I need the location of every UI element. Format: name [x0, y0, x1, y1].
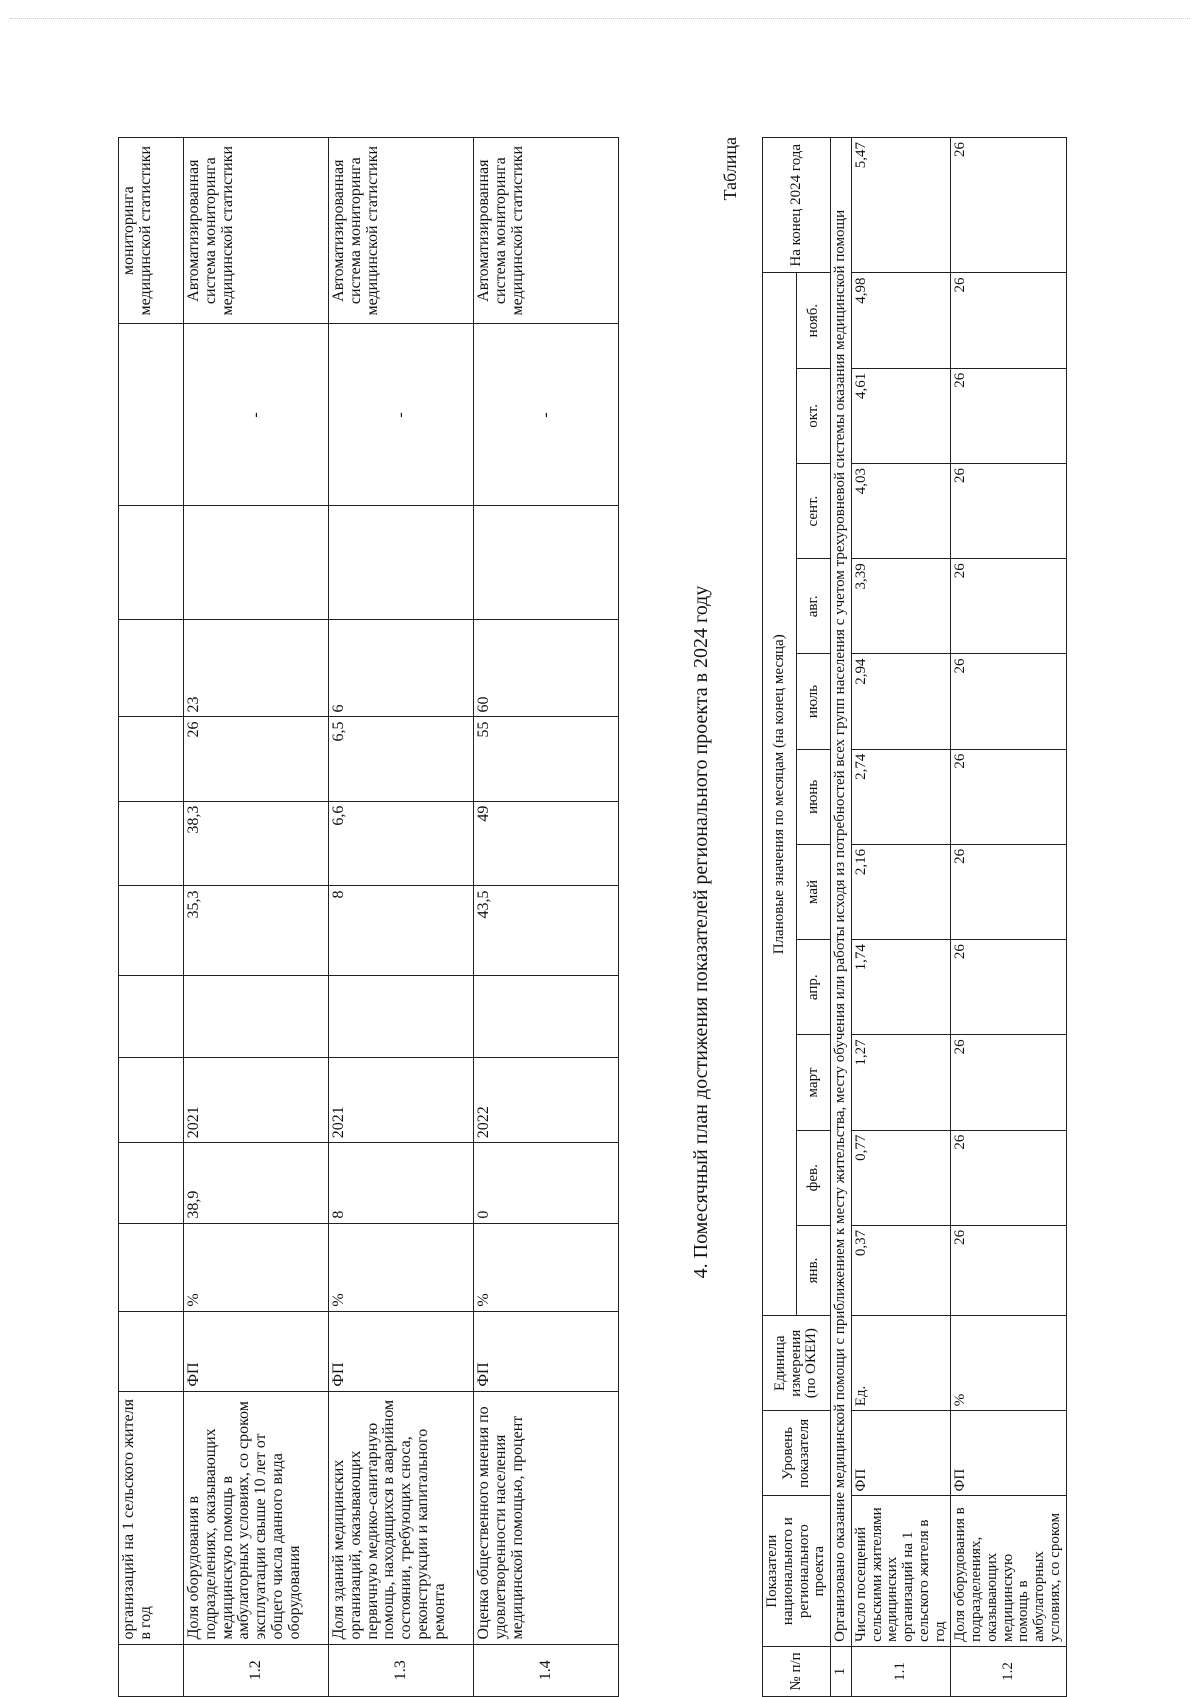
monthly-plan-table: [762, 137, 1067, 1697]
level-cell: ФП: [329, 1311, 474, 1391]
row-number: 1.4: [474, 1644, 619, 1696]
indicator-cell: Доля оборудования в подразделениях, оказывающих медицинскую помощь в амбулаторных условиях, со сроком эксплуатации свыше 10 лет от общего числа данного вида оборудования: [184, 1391, 329, 1644]
unit-cell: %: [329, 1223, 474, 1311]
col-header-month: нояб.: [797, 273, 831, 368]
row-number: 1.2: [951, 1646, 1066, 1696]
col-header-month: июль: [797, 654, 831, 749]
value-cell: [474, 506, 619, 620]
col-header-indicator: Показатели национального и регионального проекта: [763, 1496, 831, 1646]
value-cell: 60: [474, 620, 619, 717]
source-cell: Автоматизированная система мониторинга медицинской статистики: [329, 138, 474, 324]
col-header-unit: Единица измерения (по ОКЕИ): [763, 1316, 831, 1411]
year-end-value: 5,47: [851, 138, 951, 274]
table-row: [119, 138, 184, 1697]
table-row: [851, 138, 951, 1697]
unit-cell: %: [184, 1223, 329, 1311]
col-header-month: авг.: [797, 559, 831, 654]
row-number: 1.3: [329, 1644, 474, 1696]
month-value: 4,98: [851, 273, 951, 368]
base-value-cell: 0: [474, 1143, 619, 1223]
col-header-month: фев.: [797, 1130, 831, 1225]
month-value: 0,37: [851, 1225, 951, 1315]
cumulative-cell: -: [474, 324, 619, 506]
month-value: 26: [951, 368, 1066, 463]
month-value: 26: [951, 559, 1066, 654]
level-cell: ФП: [851, 1411, 951, 1496]
month-value: 26: [951, 1225, 1066, 1315]
month-value: 4,03: [851, 463, 951, 558]
col-header-month: апр.: [797, 940, 831, 1035]
value-cell: [184, 506, 329, 620]
month-value: 1,27: [851, 1035, 951, 1130]
indicator-cell: Оценка общественного мнения по удовлетворенности населения медицинской помощью, процент: [474, 1391, 619, 1644]
value-cell: 6,6: [329, 801, 474, 886]
cumulative-cell: -: [184, 324, 329, 506]
month-value: 26: [951, 273, 1066, 368]
table-row: [184, 138, 329, 1697]
value-cell: 26: [184, 717, 329, 801]
level-cell: ФП: [184, 1311, 329, 1391]
value-cell: 55: [474, 717, 619, 801]
indicator-cell: Число посещений сельскими жителями медицинских организаций на 1 сельского жителя в год: [851, 1496, 951, 1646]
year-end-value: 26: [951, 138, 1066, 274]
indicator-cell: Доля оборудования в подразделениях, оказывающих медицинскую помощь в амбулаторных условиях, со сроком: [951, 1496, 1066, 1646]
month-value: 26: [951, 1130, 1066, 1225]
source-cell: мониторинга медицинской статистики: [119, 138, 184, 324]
base-value-cell: 38,9: [184, 1143, 329, 1223]
unit-cell: %: [474, 1223, 619, 1311]
header-row: [763, 138, 797, 1697]
value-cell: 35,3: [184, 886, 329, 975]
base-year-cell: 2021: [184, 1058, 329, 1143]
month-value: 26: [951, 940, 1066, 1035]
unit-cell: %: [951, 1316, 1066, 1411]
value-cell: [329, 506, 474, 620]
section-row: [831, 138, 852, 1697]
col-header-monthly-group: Плановые значения по месяцам (на конец месяца): [763, 273, 797, 1316]
col-header-month: окт.: [797, 368, 831, 463]
table-row: [329, 138, 474, 1697]
col-header-year-end: На конец 2024 года: [763, 138, 831, 274]
section-heading: 4. Помесячный план достижения показателей регионального проекта в 2024 году: [690, 585, 712, 1279]
month-value: 26: [951, 654, 1066, 749]
value-cell: 23: [184, 620, 329, 717]
month-value: 2,16: [851, 844, 951, 939]
month-value: 26: [951, 1035, 1066, 1130]
level-cell: ФП: [951, 1411, 1066, 1496]
unit-cell: Ед.: [851, 1316, 951, 1411]
table-label: Таблица: [720, 137, 740, 201]
col-header-month: янв.: [797, 1225, 831, 1315]
month-value: 1,74: [851, 940, 951, 1035]
indicator-cell: организаций на 1 сельского жителя в год: [119, 1391, 184, 1644]
table-row: [951, 138, 1066, 1697]
month-value: 4,61: [851, 368, 951, 463]
month-value: 0,77: [851, 1130, 951, 1225]
row-number: 1: [831, 1646, 852, 1696]
source-cell: Автоматизированная система мониторинга медицинской статистики: [474, 138, 619, 324]
table-row: [474, 138, 619, 1697]
rotated-page: [0, 107, 1100, 1697]
base-year-cell: 2022: [474, 1058, 619, 1143]
month-value: 2,74: [851, 749, 951, 844]
month-value: 26: [951, 844, 1066, 939]
cumulative-cell: -: [329, 324, 474, 506]
value-cell: 49: [474, 801, 619, 886]
scan-noise-line: [10, 18, 1190, 23]
col-header-num: № п/п: [763, 1646, 831, 1696]
source-cell: Автоматизированная система мониторинга медицинской статистики: [184, 138, 329, 324]
month-value: 3,39: [851, 559, 951, 654]
row-number: 1.1: [851, 1646, 951, 1696]
indicators-table: [118, 137, 619, 1697]
value-cell: 6,5: [329, 717, 474, 801]
value-cell: 6: [329, 620, 474, 717]
month-value: 2,94: [851, 654, 951, 749]
indicator-cell: Доля зданий медицинских организаций, оказывающих первичную медико-санитарную помощь, находящихся в аварийном состоянии, требующих сноса, реконструкции и капитального ремонта: [329, 1391, 474, 1644]
value-cell: 8: [329, 886, 474, 975]
base-year-cell: 2021: [329, 1058, 474, 1143]
month-value: 26: [951, 463, 1066, 558]
value-cell: 43,5: [474, 886, 619, 975]
value-cell: [329, 975, 474, 1057]
row-number: 1.2: [184, 1644, 329, 1696]
section-text: Организовано оказание медицинской помощи с приближением к месту жительства, месту обучения или работы исходя из потребностей всех групп населения с учетом трехуровневой системы оказания медицинской помощи: [831, 138, 852, 1647]
value-cell: [184, 975, 329, 1057]
level-cell: ФП: [474, 1311, 619, 1391]
value-cell: [474, 975, 619, 1057]
col-header-month: март: [797, 1035, 831, 1130]
col-header-month: сент.: [797, 463, 831, 558]
col-header-level: Уровень показателя: [763, 1411, 831, 1496]
col-header-month: май: [797, 844, 831, 939]
value-cell: 38,3: [184, 801, 329, 886]
base-value-cell: 8: [329, 1143, 474, 1223]
month-value: 26: [951, 749, 1066, 844]
col-header-month: июнь: [797, 749, 831, 844]
